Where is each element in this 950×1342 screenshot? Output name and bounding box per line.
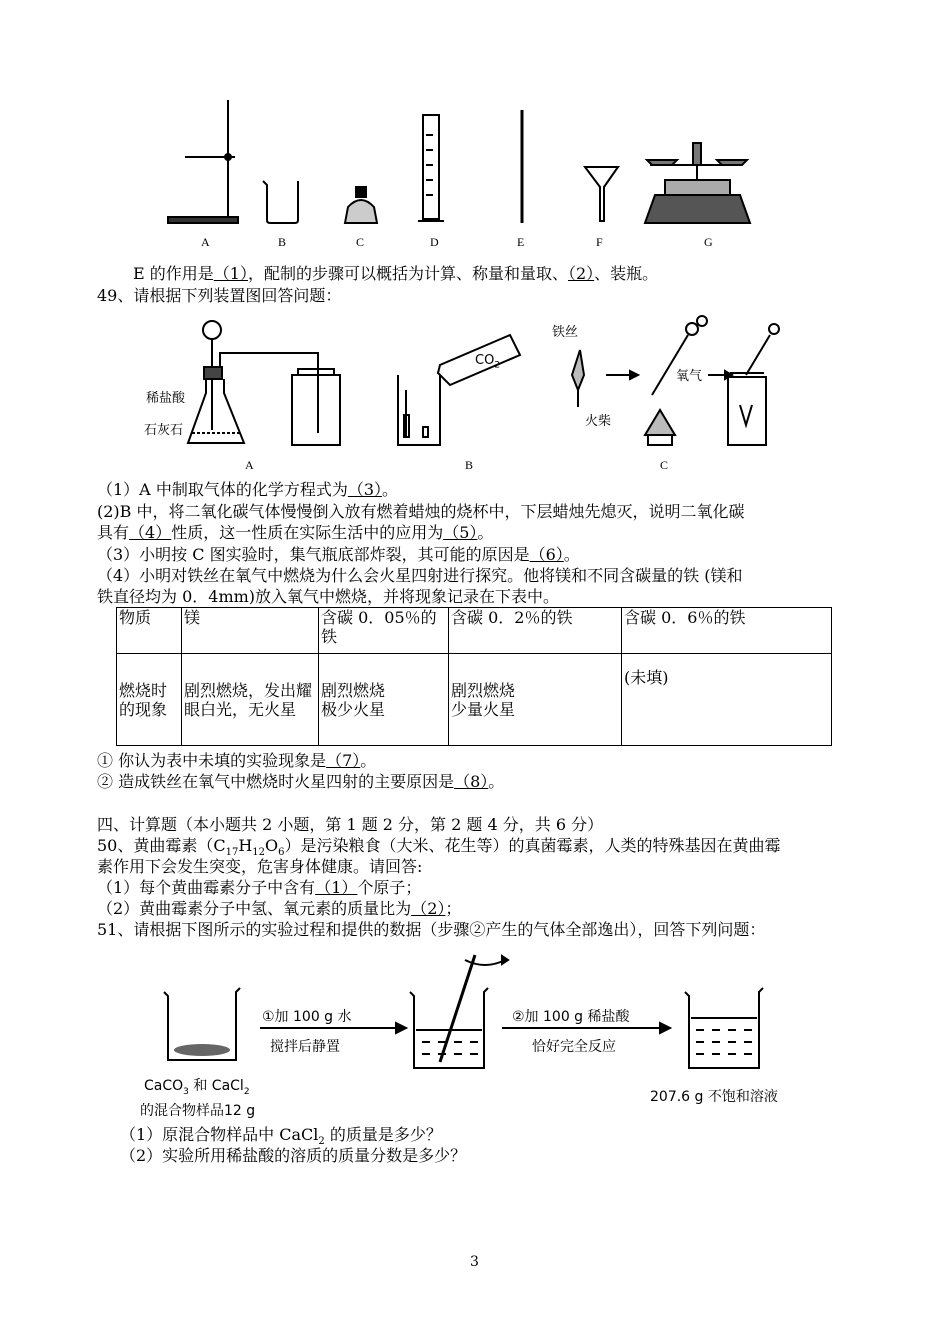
apparatus-drawing [150, 95, 790, 260]
q50-blank-1: （1） [315, 878, 358, 897]
q49-sub1 [97, 480, 398, 500]
apparatus-label-a: A [201, 235, 210, 249]
q50-sub-c: 17 [225, 847, 239, 859]
label-iron-wire: 铁丝 [552, 325, 579, 340]
q51-sub1-subscript: 2 [318, 1136, 325, 1148]
beaker-with-sample-icon [164, 988, 240, 1060]
label-dilute-hcl: 稀盐酸 [146, 391, 186, 406]
experiment-process-figure [140, 950, 810, 1125]
step1-sublabel: 搅拌后静置 [270, 1039, 340, 1055]
label-co2-sub: 2 [494, 360, 501, 371]
q50-sub2 [97, 899, 461, 919]
panel-label-b: B [465, 458, 474, 472]
q50-sub1 [97, 878, 421, 898]
apparatus-label-d: D [430, 235, 439, 249]
q50-line2: 素作用下会发生突变，危害身体健康。请回答: [97, 857, 423, 876]
q50-sub2-end: ； [445, 899, 462, 918]
label-co2 [475, 353, 500, 371]
q51-sub1-end: 的质量是多少？ [324, 1125, 442, 1144]
q49-sub3-end: 。 [563, 545, 580, 564]
table-header-cell: 含碳 0．2％的铁 [449, 608, 622, 654]
q49-sub1-end: 。 [382, 480, 399, 499]
table-row [117, 654, 832, 746]
sample-sub3: 3 [183, 1086, 189, 1097]
iron-stand-icon [168, 100, 238, 223]
q50-sub-o: 6 [278, 847, 285, 859]
candle-beaker-icon [398, 335, 520, 445]
q50-text-1: 50、黄曲霉素（C [97, 836, 226, 855]
q50-text-2: ）是污染粮食（大米、花生等）的真菌霉素，人类的特殊基因在黄曲霉 [284, 836, 781, 855]
q49-sub4-line1: （4）小明对铁丝在氧气中燃烧为什么会火星四射进行探究。他将镁和不同含碳量的铁 (镁和 [97, 566, 743, 585]
q50-sub-h: 12 [252, 847, 266, 859]
q7-text: ① 你认为表中未填的实验现象是 [97, 751, 327, 770]
balance-icon [645, 143, 750, 223]
alcohol-lamp-icon [345, 187, 377, 223]
q49-sub2-text-2: 性质，这一性质在实际生活中的应用为 [171, 523, 444, 542]
q49-sub2-text-1: 具有 [97, 523, 130, 542]
blank-3: （3） [347, 480, 383, 499]
q49-sub1-text: （1）A 中制取气体的化学方程式为 [97, 480, 348, 499]
q49-sub2-text-3: 。 [477, 523, 494, 542]
blank-4: （4） [129, 523, 172, 542]
funnel-icon [585, 167, 618, 221]
sample-label [144, 1075, 250, 1097]
apparatus-label-f: F [596, 235, 603, 249]
sample-cacl2: 和 CaCl [188, 1078, 244, 1094]
blank-2: （2） [567, 264, 595, 283]
observation-table [116, 607, 832, 746]
q50-sub1-text: （1）每个黄曲霉素分子中含有 [97, 878, 316, 897]
table-header-cell: 物质 [117, 608, 182, 654]
label-co2-text: CO [475, 353, 495, 368]
section4-title: 四、计算题（本小题共 2 小题，第 1 题 2 分，第 2 题 4 分，共 6 分） [97, 815, 604, 834]
apparatus-figure [150, 95, 790, 260]
apparatus-label-e: E [517, 235, 525, 249]
q50-blank-2: （2） [411, 899, 446, 918]
q48-purpose-line [133, 264, 658, 284]
apparatus-abc-drawing [140, 315, 800, 475]
q49-sub4-line2: 铁直径均为 0．4mm)放入氧气中燃烧，并将现象记录在下表中。 [97, 587, 560, 606]
sample-caco3: CaCO [144, 1078, 184, 1094]
step1-label: ①加 100 g 水 [262, 1009, 352, 1025]
q49-sub2-line2 [97, 523, 493, 543]
apparatus-label-c: C [356, 235, 365, 249]
q8-end: 。 [488, 772, 505, 791]
blank-7: （7） [326, 751, 361, 770]
apparatus-label-b: B [278, 235, 287, 249]
table-cell: 剧烈燃烧 极少火星 [319, 654, 449, 746]
blank-6: （6） [529, 545, 564, 564]
label-limestone: 石灰石 [144, 423, 184, 438]
q48-text-2: ，配制的步骤可以概括为计算、称量和量取、 [247, 264, 568, 283]
blank-8: （8） [454, 772, 489, 791]
graduated-cylinder-icon [418, 115, 444, 221]
q51-title: 51、请根据下图所示的实验过程和提供的数据（步骤②产生的气体全部逸出），回答下列问题： [97, 920, 766, 939]
q50-o: O [265, 836, 279, 855]
q51-sub2: （2）实验所用稀盐酸的溶质的质量分数是多少？ [120, 1146, 467, 1165]
table-cell: 剧烈燃烧 少量火星 [449, 654, 622, 746]
q49-sub3 [97, 545, 580, 565]
panel-label-a: A [245, 458, 254, 472]
q49-sub2-line1: (2)B 中，将二氧化碳气体慢慢倒入放有燃着蜡烛的烧杯中，下层蜡烛先熄灭，说明二氧化碳 [97, 502, 745, 521]
q50-sub1-end: 个原子； [357, 878, 422, 897]
result-label: 207.6 g 不饱和溶液 [650, 1089, 778, 1105]
beaker-stirring-icon [410, 955, 508, 1068]
q49-sub3-text: （3）小明按 C 图实验时，集气瓶底部炸裂，其可能的原因是 [97, 545, 530, 564]
step2-label: ②加 100 g 稀盐酸 [512, 1009, 630, 1025]
label-oxygen: 氧气 [676, 369, 703, 384]
label-match: 火柴 [585, 414, 612, 429]
sample-mass-label: 的混合物样品12 g [140, 1103, 256, 1119]
table-header-cell: 含碳 0．05％的铁 [319, 608, 449, 654]
beaker-solution-icon [685, 988, 763, 1068]
q49-title: 49、请根据下列装置图回答问题： [97, 286, 342, 305]
beaker-icon [263, 181, 298, 223]
table-cell: 剧烈燃烧，发出耀眼白光，无火星 [182, 654, 319, 746]
panel-label-c: C [660, 458, 669, 472]
sample-sub2: 2 [243, 1086, 250, 1097]
table-header-cell: 镁 [182, 608, 319, 654]
table-header-cell: 含碳 0．6％的铁 [622, 608, 832, 654]
q48-text-3: 、装瓶。 [594, 264, 659, 283]
q49-blank7-line [97, 751, 376, 771]
page-number: 3 [470, 1254, 479, 1270]
step2-sublabel: 恰好完全反应 [532, 1039, 616, 1055]
q8-text: ② 造成铁丝在氧气中燃烧时火星四射的主要原因是 [97, 772, 455, 791]
q7-end: 。 [360, 751, 377, 770]
table-cell: (未填) [622, 654, 832, 746]
table-header-row [117, 608, 832, 654]
blank-1: （1） [213, 264, 248, 283]
apparatus-label-g: G [704, 235, 713, 249]
q51-sub1-text: （1）原混合物样品中 CaCl [120, 1125, 319, 1144]
q49-blank8-line [97, 772, 504, 792]
gas-generator-icon [188, 321, 340, 445]
apparatus-abc-figure [140, 315, 800, 475]
q48-text-1: E 的作用是 [133, 264, 214, 283]
table-row-label: 燃烧时的现象 [117, 654, 182, 746]
q50-sub2-text: （2）黄曲霉素分子中氢、氧元素的质量比为 [97, 899, 412, 918]
blank-5: （5） [443, 523, 478, 542]
q50-h: H [238, 836, 253, 855]
